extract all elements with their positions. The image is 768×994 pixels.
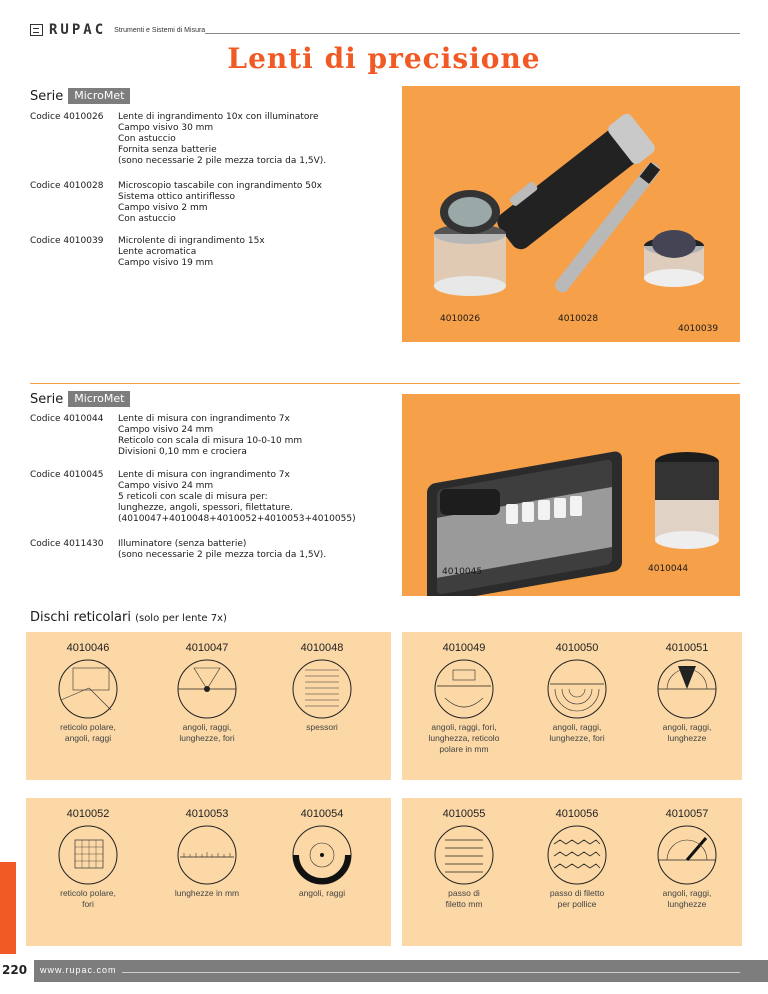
product-desc-line: Con astuccio [118,134,176,144]
reticle-desc-line: spessori [306,722,338,732]
reticle-desc-line: polare in mm [439,744,489,754]
product-code: Codice 4010026 [30,112,104,122]
product-desc-line: Campo visivo 24 mm [118,425,214,435]
product-4010028 [30,181,322,225]
series-1-heading [30,88,130,104]
dial-icon [283,824,361,886]
product-desc-line: Microscopio tascabile con ingrandimento 50x [118,181,323,191]
brand-header [30,22,205,38]
product-desc-line: Campo visivo 24 mm [118,481,214,491]
reticle-code: 4010049 [442,642,486,654]
reticle-4010051 [625,642,749,744]
reticle-desc-line: angoli, raggi, [182,722,232,732]
product-4010039 [30,236,265,269]
measuring-kit-photo-icon [402,394,740,596]
reticle-4010052 [26,808,150,910]
product-desc-line: Reticolo con scala di misura 10-0-10 mm [118,436,303,446]
linear-scale-icon [168,824,246,886]
reticle-desc-line: angoli, raggi [64,733,112,743]
product-photo-series-2 [402,394,740,596]
page-title: Lenti di precisione [227,42,541,75]
reticle-desc-line: angoli, raggi, [662,722,712,732]
reticle-4010049 [402,642,526,755]
product-desc-line: (sono necessarie 2 pile mezza torcia da 1,5V). [118,156,327,166]
product-code: Codice 4010028 [30,181,104,191]
product-photo-series-1 [402,86,740,342]
reticles-title: Dischi reticolari [30,610,131,625]
photo-label: 4010044 [648,564,689,574]
micromet-badge: MicroMet [68,391,130,407]
photo-label: 4010026 [440,314,481,324]
product-desc-line: (sono necessarie 2 pile mezza torcia da 1,5V). [118,550,327,560]
reticle-4010057 [625,808,749,910]
product-desc-line: Sistema ottico antiriflesso [118,192,236,202]
product-code: Codice 4011430 [30,539,104,549]
reticle-desc-line: angoli, raggi [298,888,346,898]
photo-label: 4010045 [442,567,483,577]
magnifier-photo-icon [402,86,740,342]
reticle-4010047 [145,642,269,744]
reticles-heading [30,610,227,625]
reticle-desc-line: lunghezze, fori [549,733,605,743]
reticle-desc-line: lunghezza, reticolo [428,733,500,743]
reticle-4010056 [515,808,639,910]
product-desc-line: Con astuccio [118,214,176,224]
reticles-subtitle: (solo per lente 7x) [135,613,227,624]
reticle-code: 4010057 [665,808,709,820]
product-desc-line: 5 reticoli con scale di misura per: [118,492,268,502]
product-desc-line: Fornita senza batterie [118,145,217,155]
product-4010026 [30,112,326,167]
series-label: Serie [30,391,64,407]
product-4010045 [30,470,356,525]
reticle-desc-line: passo di filetto [549,888,605,898]
product-desc-line: Campo visivo 19 mm [118,258,214,268]
product-4010044 [30,414,302,458]
product-desc-line: Lente di misura con ingrandimento 7x [118,414,290,424]
side-tab-accent [0,862,16,954]
reticle-code: 4010056 [555,808,599,820]
footer-url-link[interactable]: www.rupac.com [40,965,117,975]
thread-inch-icon [538,824,616,886]
reticle-desc-line: reticolo polare, [60,722,116,732]
product-desc-line: Divisioni 0,10 mm e crociera [118,447,247,457]
product-code: Codice 4010045 [30,470,104,480]
page-number: 220 [2,963,28,977]
reticle-desc-line: filetto mm [445,899,483,909]
reticle-4010050 [515,642,639,744]
rupac-logo-icon [30,24,43,36]
brand-name: RUPAC [49,22,107,38]
product-4011430 [30,539,326,561]
reticle-code: 4010050 [555,642,599,654]
reticle-code: 4010047 [185,642,229,654]
reticle-desc-line: lunghezze, fori [179,733,235,743]
reticle-code: 4010048 [300,642,344,654]
reticle-code: 4010052 [66,808,110,820]
reticle-desc-line: passo di [448,888,480,898]
thread-pitch-icon [425,824,503,886]
reticle-desc-line: reticolo polare, [60,888,116,898]
reticle-4010054 [260,808,384,899]
series-2-heading [30,391,130,407]
protractor-icon [648,658,726,720]
product-desc-line: Campo visivo 30 mm [118,123,214,133]
reticle-4010048 [260,642,384,733]
reticle-desc-line: per pollice [557,899,597,909]
photo-label: 4010039 [678,324,719,334]
reticle-code: 4010053 [185,808,229,820]
angle-radius-icon [168,658,246,720]
product-desc-line: Lente acromatica [118,247,197,257]
reticle-code: 4010054 [300,808,344,820]
angle-scale-icon [648,824,726,886]
product-code: Codice 4010039 [30,236,104,246]
product-desc-line: Microlente di ingrandimento 15x [118,236,265,246]
thickness-scale-icon [283,658,361,720]
product-desc-line: Illuminatore (senza batterie) [118,539,247,549]
reticle-4010046 [26,642,150,744]
reticle-desc-line: angoli, raggi, [552,722,602,732]
reticle-code: 4010046 [66,642,110,654]
micromet-badge: MicroMet [68,88,130,104]
reticle-desc-line: fori [82,899,94,909]
reticle-desc-line: lunghezze [667,733,707,743]
series-label: Serie [30,88,64,104]
footer-divider [122,972,740,973]
brand-tagline: Strumenti e Sistemi di Misura [114,26,206,34]
concentric-radius-icon [538,658,616,720]
product-desc-line: Lente di misura con ingrandimento 7x [118,470,290,480]
product-desc-line: Campo visivo 2 mm [118,203,208,213]
reticle-desc-line: angoli, raggi, [662,888,712,898]
reticle-code: 4010051 [665,642,709,654]
product-desc-line: (4010047+4010048+4010052+4010053+4010055) [118,514,356,524]
reticle-4010055 [402,808,526,910]
footer-bar [34,960,768,982]
header-divider [205,33,740,34]
multi-scale-icon [425,658,503,720]
section-divider [30,383,740,384]
reticle-desc-line: lunghezze in mm [174,888,240,898]
photo-label: 4010028 [558,314,599,324]
product-desc-line: lunghezze, angoli, spessori, filettature. [118,503,293,513]
product-desc-line: Lente di ingrandimento 10x con illuminatore [118,112,319,122]
square-grid-icon [49,824,127,886]
product-code: Codice 4010044 [30,414,104,424]
polar-grid-icon [49,658,127,720]
reticle-code: 4010055 [442,808,486,820]
reticle-desc-line: lunghezze [667,899,707,909]
reticle-desc-line: angoli, raggi, fori, [431,722,497,732]
reticle-4010053 [145,808,269,899]
